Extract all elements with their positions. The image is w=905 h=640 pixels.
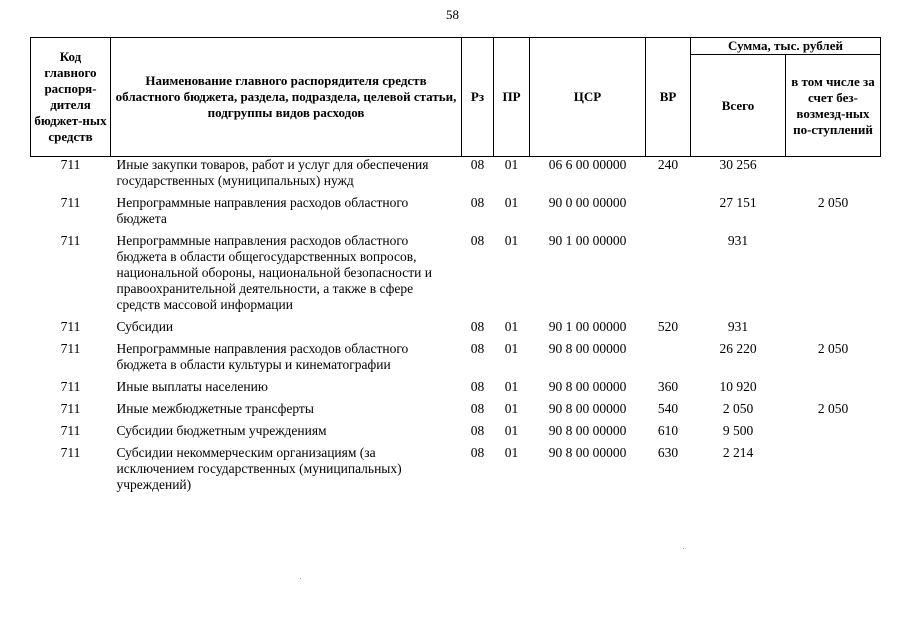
scan-speck bbox=[683, 548, 684, 549]
cell-pr: 01 bbox=[504, 341, 519, 356]
table-header bbox=[31, 38, 881, 157]
cell-total: 931 bbox=[727, 233, 749, 248]
cell-pr: 01 bbox=[504, 157, 519, 172]
cell-name: Иные межбюджетные трансферты bbox=[116, 401, 314, 416]
header-rz: Рз bbox=[462, 38, 494, 157]
cell-vr bbox=[646, 233, 691, 319]
cell-name: Иные закупки товаров, работ и услуг для обеспечения государственных (муниципальных) нужд bbox=[116, 157, 429, 188]
cell-name: Субсидии бюджетным учреждениям bbox=[116, 423, 327, 438]
table-row bbox=[31, 341, 881, 379]
cell-total: 30 256 bbox=[719, 157, 757, 172]
cell-rz: 08 bbox=[470, 401, 485, 416]
cell-pr: 01 bbox=[504, 233, 519, 248]
cell-csr: 90 8 00 00000 bbox=[548, 401, 627, 416]
table-row bbox=[31, 195, 881, 233]
cell-free bbox=[786, 379, 881, 401]
header-vr: ВР bbox=[646, 38, 691, 157]
cell-csr: 90 8 00 00000 bbox=[548, 445, 627, 460]
cell-vr: 540 bbox=[657, 401, 679, 416]
cell-csr: 90 8 00 00000 bbox=[548, 341, 627, 356]
cell-code: 711 bbox=[60, 445, 81, 460]
cell-vr: 240 bbox=[657, 157, 679, 172]
table-row bbox=[31, 379, 881, 401]
cell-csr: 90 1 00 00000 bbox=[548, 233, 627, 248]
cell-code: 711 bbox=[60, 379, 81, 394]
cell-code: 711 bbox=[60, 319, 81, 334]
cell-name: Непрограммные направления расходов областного бюджета в области культуры и кинематографии bbox=[116, 341, 409, 372]
cell-free bbox=[786, 423, 881, 445]
cell-code: 711 bbox=[60, 341, 81, 356]
cell-name: Непрограммные направления расходов областного бюджета в области общегосударственных вопросов, национальной обороны, национальной безопасности и правоохранительной деятельности, а также в сфере средств массовой информации bbox=[116, 233, 432, 312]
cell-name: Иные выплаты населению bbox=[116, 379, 268, 394]
cell-rz: 08 bbox=[470, 157, 485, 172]
cell-rz: 08 bbox=[470, 233, 485, 248]
cell-total: 2 214 bbox=[722, 445, 754, 460]
cell-vr: 520 bbox=[657, 319, 679, 334]
cell-total: 9 500 bbox=[722, 423, 754, 438]
cell-vr: 610 bbox=[657, 423, 679, 438]
cell-free bbox=[786, 233, 881, 319]
header-pr: ПР bbox=[494, 38, 530, 157]
cell-code: 711 bbox=[60, 233, 81, 248]
header-total: Всего bbox=[691, 55, 786, 157]
cell-total: 931 bbox=[727, 319, 749, 334]
cell-code: 711 bbox=[60, 423, 81, 438]
cell-rz: 08 bbox=[470, 195, 485, 210]
cell-rz: 08 bbox=[470, 319, 485, 334]
table-row bbox=[31, 157, 881, 196]
cell-total: 26 220 bbox=[719, 341, 757, 356]
table-row bbox=[31, 423, 881, 445]
budget-table bbox=[30, 37, 881, 499]
page-number: 58 bbox=[446, 7, 459, 22]
table-row bbox=[31, 401, 881, 423]
cell-vr bbox=[646, 341, 691, 379]
cell-free bbox=[786, 445, 881, 499]
header-name: Наименование главного распорядителя средств областного бюджета, раздела, подраздела, целевой статьи, подгруппы видов расходов bbox=[111, 38, 462, 157]
header-sum-group: Сумма, тыс. рублей bbox=[691, 38, 881, 55]
cell-pr: 01 bbox=[504, 379, 519, 394]
cell-rz: 08 bbox=[470, 445, 485, 460]
scan-speck bbox=[300, 578, 301, 579]
header-code: Код главного распоря-дителя бюджет-ных средств bbox=[31, 38, 111, 157]
cell-csr: 90 8 00 00000 bbox=[548, 379, 627, 394]
cell-pr: 01 bbox=[504, 401, 519, 416]
cell-total: 2 050 bbox=[722, 401, 754, 416]
cell-total: 27 151 bbox=[719, 195, 757, 210]
header-csr: ЦСР bbox=[530, 38, 646, 157]
cell-code: 711 bbox=[60, 157, 81, 172]
cell-vr bbox=[646, 195, 691, 233]
cell-code: 711 bbox=[60, 401, 81, 416]
cell-csr: 90 8 00 00000 bbox=[548, 423, 627, 438]
cell-csr: 90 1 00 00000 bbox=[548, 319, 627, 334]
cell-rz: 08 bbox=[470, 341, 485, 356]
table-row bbox=[31, 445, 881, 499]
cell-csr: 90 0 00 00000 bbox=[548, 195, 627, 210]
table-row bbox=[31, 319, 881, 341]
table-body bbox=[31, 157, 881, 500]
cell-free: 2 050 bbox=[817, 195, 849, 210]
cell-pr: 01 bbox=[504, 423, 519, 438]
cell-pr: 01 bbox=[504, 319, 519, 334]
cell-name: Субсидии bbox=[116, 319, 174, 334]
cell-name: Субсидии некоммерческим организациям (за исключением государственных (муниципальных) учреждений) bbox=[116, 445, 402, 492]
cell-pr: 01 bbox=[504, 195, 519, 210]
cell-vr: 630 bbox=[657, 445, 679, 460]
cell-csr: 06 6 00 00000 bbox=[548, 157, 627, 172]
table-row bbox=[31, 233, 881, 319]
cell-free bbox=[786, 319, 881, 341]
header-free: в том числе за счет без-возмезд-ных по-ступлений bbox=[786, 55, 881, 157]
cell-name: Непрограммные направления расходов областного бюджета bbox=[116, 195, 409, 226]
cell-free bbox=[786, 157, 881, 196]
cell-rz: 08 bbox=[470, 379, 485, 394]
cell-vr: 360 bbox=[657, 379, 679, 394]
cell-free: 2 050 bbox=[817, 401, 849, 416]
cell-free: 2 050 bbox=[817, 341, 849, 356]
cell-pr: 01 bbox=[504, 445, 519, 460]
cell-code: 711 bbox=[60, 195, 81, 210]
cell-total: 10 920 bbox=[719, 379, 757, 394]
cell-rz: 08 bbox=[470, 423, 485, 438]
